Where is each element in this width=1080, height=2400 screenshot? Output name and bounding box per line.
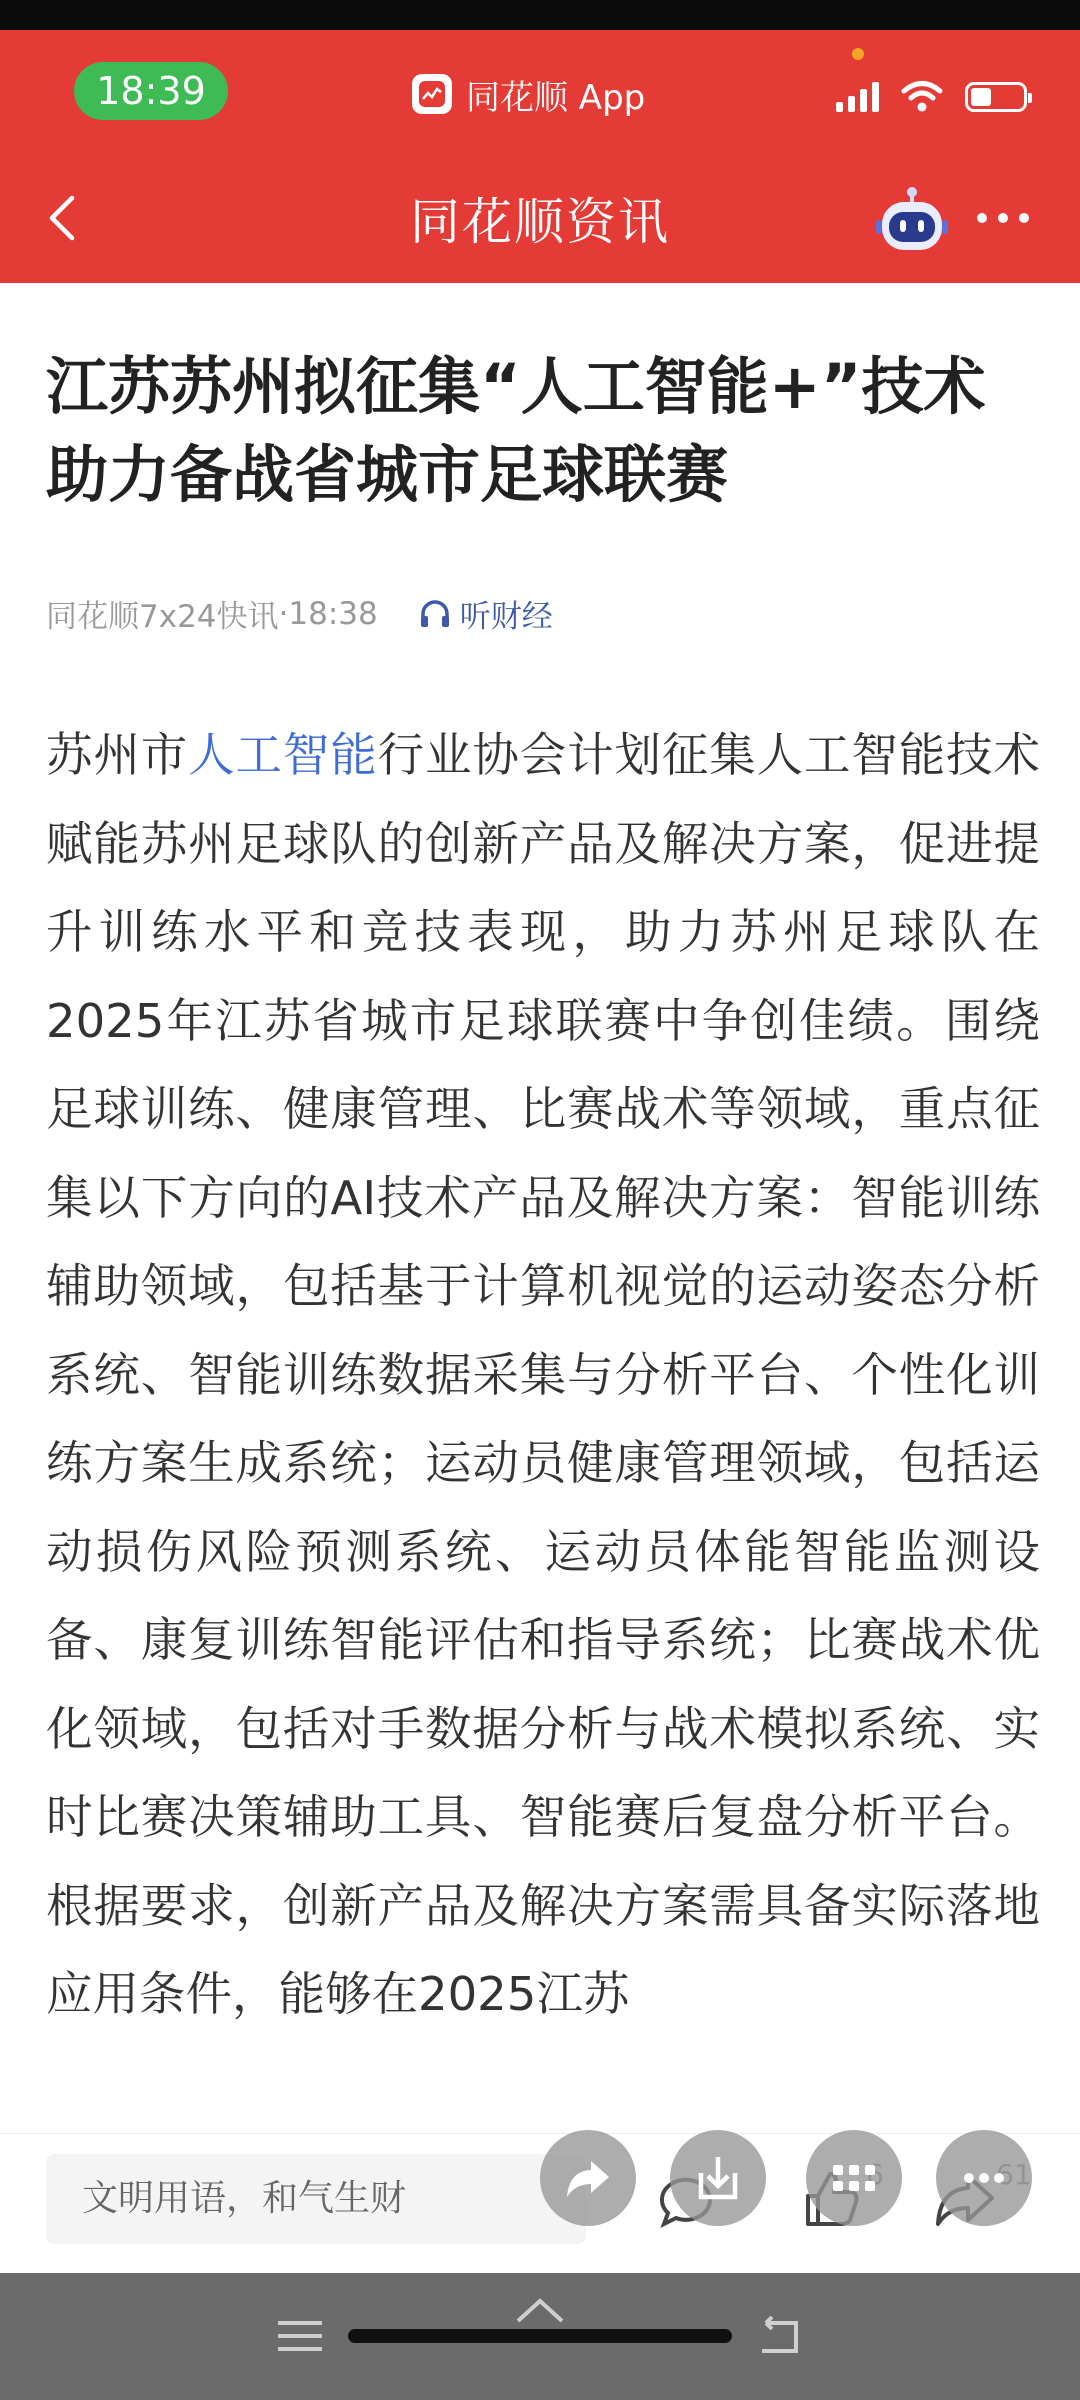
body-text-prefix: 苏州市 [46, 728, 189, 782]
comment-input[interactable]: 文明用语，和气生财 [46, 2154, 586, 2244]
article-meta [46, 591, 553, 636]
privacy-indicator-dot [852, 48, 864, 60]
current-app-name: 同花顺 App [466, 77, 646, 118]
battery-icon [965, 82, 1027, 112]
listen-label: 听财经 [459, 599, 553, 635]
share-icon [561, 2151, 615, 2205]
share-fab[interactable] [540, 2130, 636, 2226]
listen-button[interactable] [418, 591, 553, 636]
home-icon[interactable] [512, 2291, 568, 2341]
nav-bar [0, 158, 1080, 283]
download-fab[interactable] [670, 2130, 766, 2226]
article-title: 江苏苏州拟征集“人工智能+”技术助力备战省城市足球联赛 [46, 350, 986, 511]
robot-icon[interactable] [876, 186, 948, 258]
body-text-main: 行业协会计划征集人工智能技术赋能苏州足球队的创新产品及解决方案，促进提升训练水平和竞技表现，助力苏州足球队在2025年江苏省城市足球联赛中争创佳绩。围绕足球训练、健康管理、比赛战术等领域，重点征集以下方向的AI技术产品及解决方案：智能训练辅助领域，包括基于计算机视觉的运动姿态分析系统、智能训练数据采集与分析平台、个性化训练方案生成系统；运动员健康管理领域，包括运动损伤风险预测系统、运动员体能智能监测设备、康复训练智能评估和指导系统；比赛战术优化领域，包括对手数据分析与战术模拟系统、实时比赛决策辅助工具、智能赛后复盘分析平台。根据要求，创新产品及解决方案需具备实际落地应用条件，能够在2025江苏 [46, 728, 1040, 2021]
system-status-icons [836, 80, 1027, 112]
more-fab-icon [957, 2151, 1011, 2205]
headphones-icon [418, 597, 452, 631]
header [0, 30, 1080, 283]
tonghuashun-logo-icon [412, 74, 452, 114]
status-time[interactable]: 18:39 [74, 62, 228, 120]
article-content [0, 283, 1080, 2133]
more-fab[interactable] [936, 2130, 1032, 2226]
wifi-icon [901, 80, 943, 112]
ai-keyword-link[interactable]: 人工智能 [188, 728, 378, 782]
menu-icon[interactable] [272, 2311, 328, 2361]
article-time: 18:38 [288, 595, 378, 632]
meta-separator: · [278, 595, 289, 632]
return-icon[interactable] [752, 2311, 808, 2361]
top-edge [0, 0, 1080, 30]
apps-icon [827, 2151, 881, 2205]
bottom-action-bar [0, 2133, 1080, 2274]
apps-fab[interactable] [806, 2130, 902, 2226]
current-app-indicator[interactable] [412, 66, 645, 122]
more-icon[interactable] [968, 188, 1038, 248]
article-source: 同花顺7x24快讯 [46, 599, 279, 635]
article-body [46, 711, 1040, 2039]
page-title: 同花顺资讯 [410, 193, 670, 251]
signal-icon [836, 80, 879, 112]
system-navigation-bar [0, 2273, 1080, 2400]
download-icon [691, 2151, 745, 2205]
status-bar [0, 30, 1080, 158]
